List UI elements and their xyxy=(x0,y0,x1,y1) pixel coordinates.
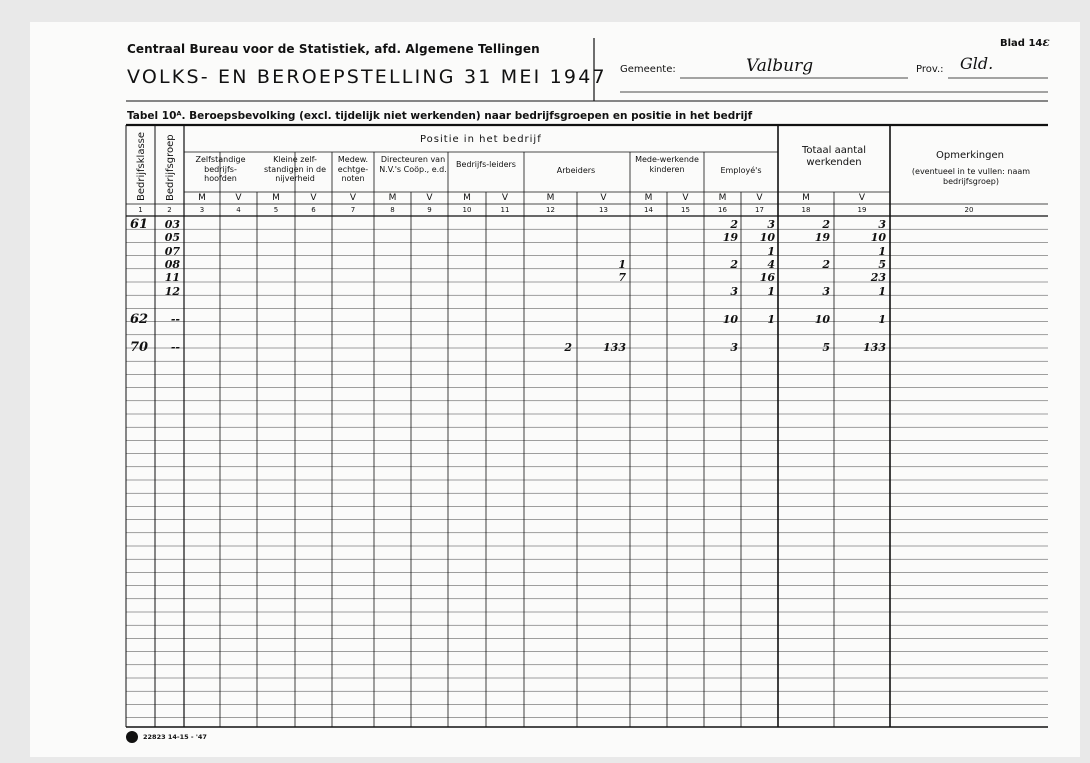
entry-groep: 08 xyxy=(164,258,180,271)
column-number: 2 xyxy=(167,206,172,214)
column-number: 16 xyxy=(718,206,727,214)
column-number: 19 xyxy=(857,206,867,214)
entry-tot-v: 1 xyxy=(878,285,886,298)
entry-tot-v: 3 xyxy=(878,218,886,231)
mv-label: V xyxy=(235,193,242,203)
mv-label: V xyxy=(501,193,509,203)
mv-label: V xyxy=(858,193,866,203)
column-number: 15 xyxy=(681,206,690,214)
entry-klasse: 70 xyxy=(130,340,149,355)
col-positie: Positie in het bedrijf xyxy=(420,134,542,145)
mv-label: M xyxy=(802,193,810,203)
entry-tot-m: 5 xyxy=(822,341,830,354)
entry-emp-m: 3 xyxy=(730,285,738,298)
mv-label: M xyxy=(388,193,397,203)
mv-label: V xyxy=(682,193,689,203)
col-arbeiders: Arbeiders xyxy=(556,166,596,175)
prov-label: Prov.: xyxy=(916,64,944,75)
entry-groep: 11 xyxy=(164,271,180,284)
entry-tot-v: 1 xyxy=(878,313,886,326)
column-number: 10 xyxy=(462,206,472,214)
entry-emp-v: 4 xyxy=(767,258,775,271)
column-number: 13 xyxy=(599,206,608,214)
mv-label: M xyxy=(272,193,280,203)
gemeente-value: Valburg xyxy=(746,56,814,76)
column-number: 5 xyxy=(273,206,279,214)
entry-arb-m: 2 xyxy=(564,341,572,354)
column-number: 18 xyxy=(801,206,811,214)
col-bedrijfsleiders: Bedrijfs-leiders xyxy=(456,160,516,169)
form-title: VOLKS- EN BEROEPSTELLING 31 MEI 1947 xyxy=(127,66,607,88)
entry-emp-v: 1 xyxy=(767,313,775,326)
blad-value: 14 xyxy=(1028,38,1043,49)
column-number: 14 xyxy=(644,206,653,214)
column-number: 12 xyxy=(546,206,555,214)
entry-groep: 03 xyxy=(164,218,180,231)
entry-tot-v: 5 xyxy=(878,258,886,271)
entry-tot-m: 3 xyxy=(822,285,830,298)
col-bedrijfsklasse: Bedrijfsklasse xyxy=(136,131,147,201)
column-number: 6 xyxy=(311,206,316,214)
entry-emp-m: 2 xyxy=(730,258,738,271)
entry-klasse: 61 xyxy=(130,217,149,232)
entry-emp-v: 3 xyxy=(767,218,775,231)
entry-emp-m: 3 xyxy=(730,341,738,354)
mv-label: M xyxy=(644,193,653,203)
entry-tot-m: 2 xyxy=(822,218,830,231)
mv-label: V xyxy=(310,193,317,203)
entry-groep: 05 xyxy=(164,231,180,244)
mv-label: M xyxy=(546,193,555,203)
entry-groep: -- xyxy=(170,313,180,326)
entry-arb-v: 1 xyxy=(618,258,626,271)
tabel-title: Tabel 10ᴬ. Beroepsbevolking (excl. tijdelijk niet werkenden) naar bedrijfsgroepen en positie in het bedrijf xyxy=(127,110,753,122)
bureau-line: Centraal Bureau voor de Statistiek, afd. Algemene Tellingen xyxy=(127,42,540,56)
print-code: 22823 14-15 - '47 xyxy=(143,733,207,741)
col-zelfstandige: Zelfstandige bedrijfs-hoofden xyxy=(195,155,246,184)
entry-groep: -- xyxy=(170,341,180,354)
entry-tot-m: 19 xyxy=(814,231,830,244)
entry-tot-m: 10 xyxy=(814,313,830,326)
col-medewerkende-kinderen: Mede-werkende kinderen xyxy=(635,155,699,174)
entry-groep: 07 xyxy=(164,245,180,258)
mv-label: M xyxy=(463,193,471,203)
mv-label: V xyxy=(426,193,433,203)
printer-mark-icon xyxy=(126,731,138,743)
col-directeuren: Directeuren van N.V.'s Coöp., e.d. xyxy=(379,155,447,174)
col-totaal: Totaal aantal werkenden xyxy=(801,145,867,168)
column-number: 8 xyxy=(390,206,395,214)
entry-klasse: 62 xyxy=(130,312,149,327)
entry-tot-v: 1 xyxy=(878,245,886,258)
mv-label: V xyxy=(349,193,357,203)
col-bedrijfsgroep: Bedrijfsgroep xyxy=(165,134,176,201)
entry-arb-v: 7 xyxy=(618,271,626,284)
col-employes: Employé's xyxy=(720,166,762,175)
entry-tot-v: 10 xyxy=(870,231,886,244)
entry-groep: 12 xyxy=(164,285,180,298)
column-number: 11 xyxy=(500,206,510,214)
column-number: 9 xyxy=(427,206,432,214)
col-kleine-zelfstandigen: Kleine zelf-standigen in de nijverheid xyxy=(263,155,327,184)
column-number: 3 xyxy=(199,206,205,214)
column-number: 7 xyxy=(350,206,356,214)
prov-value: Gld. xyxy=(960,54,994,73)
entry-emp-v: 16 xyxy=(759,271,775,284)
entry-emp-v: 10 xyxy=(759,231,775,244)
mv-label: V xyxy=(600,193,607,203)
entry-emp-v: 1 xyxy=(767,285,775,298)
entry-tot-v: 133 xyxy=(863,341,886,354)
col-opmerkingen: Opmerkingen xyxy=(936,150,1004,161)
entry-emp-m: 19 xyxy=(722,231,738,244)
mv-label: M xyxy=(198,193,206,203)
entry-emp-v: 1 xyxy=(767,245,775,258)
entry-tot-m: 2 xyxy=(822,258,830,271)
mv-label: M xyxy=(718,193,727,203)
column-number: 1 xyxy=(138,206,143,214)
blad-label: Blad xyxy=(1000,38,1025,49)
column-number: 4 xyxy=(236,206,241,214)
entry-tot-v: 23 xyxy=(870,271,886,284)
blad-suffix: ε xyxy=(1042,35,1050,49)
mv-label: V xyxy=(756,193,763,203)
gemeente-label: Gemeente: xyxy=(620,64,676,75)
column-number: 17 xyxy=(755,206,764,214)
entry-arb-v: 133 xyxy=(603,341,626,354)
column-number: 20 xyxy=(964,206,974,214)
entry-emp-m: 10 xyxy=(722,313,738,326)
entry-emp-m: 2 xyxy=(730,218,738,231)
col-medew-echtgenoten: Medew. echtge-noten xyxy=(337,155,369,184)
col-opmerkingen-note: (eventueel in te vullen: naam bedrijfsgroep) xyxy=(911,167,1031,186)
